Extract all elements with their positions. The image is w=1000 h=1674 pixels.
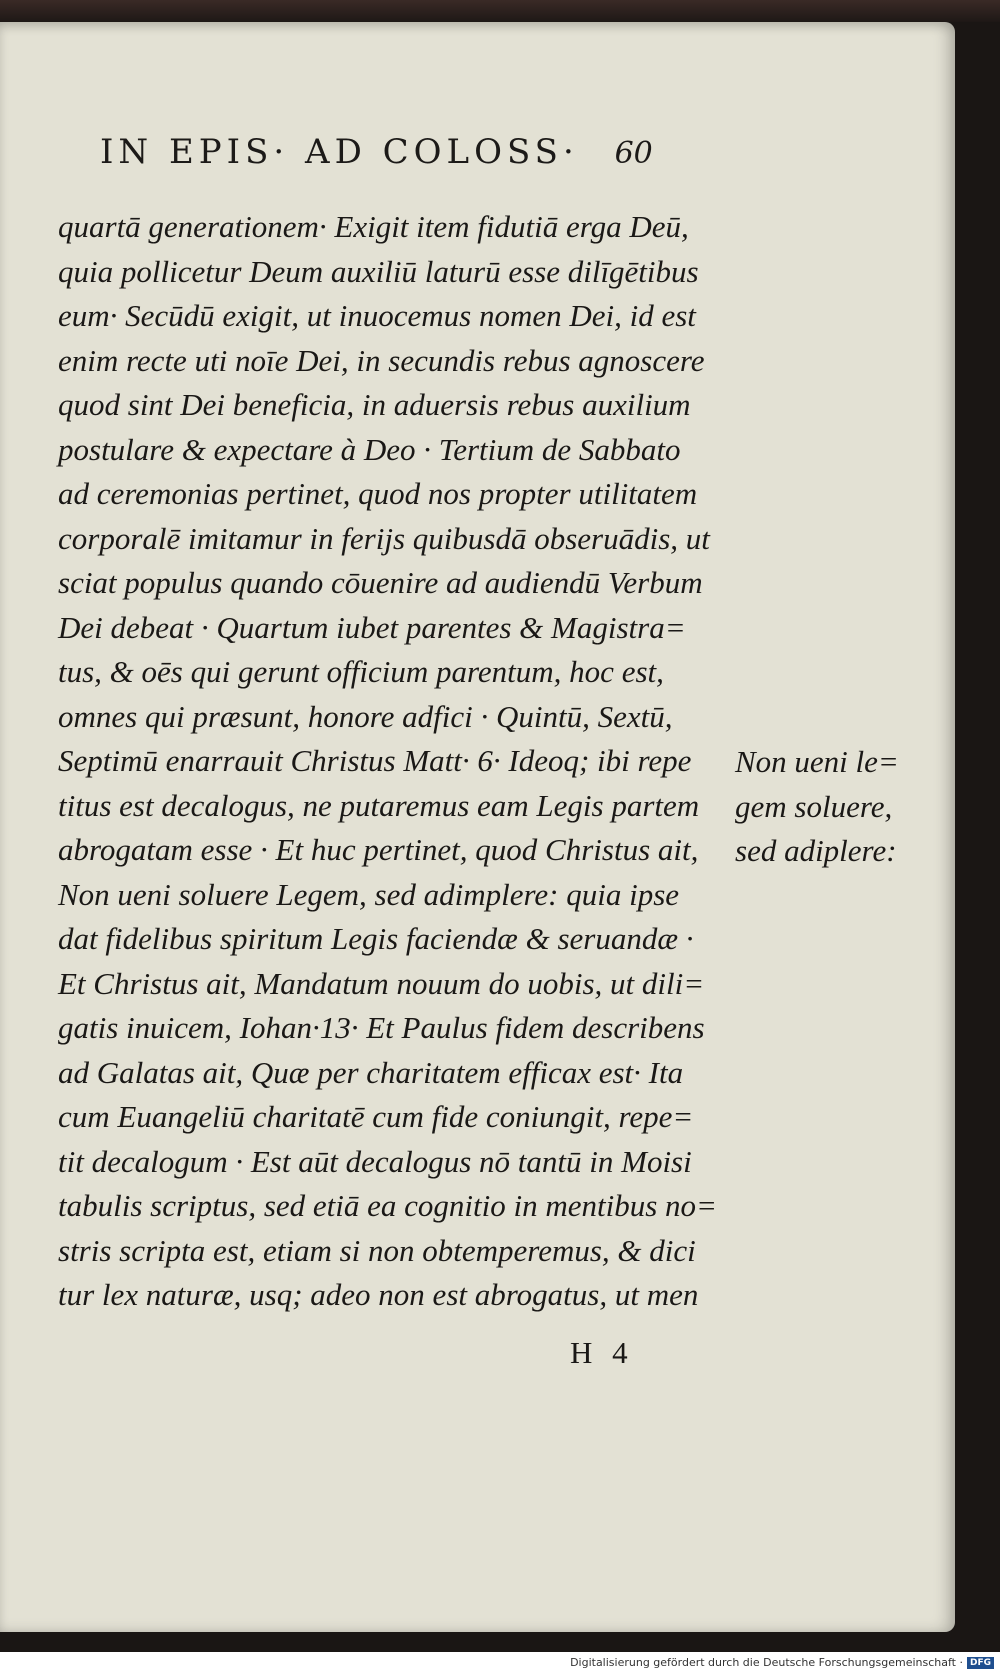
book-page — [0, 22, 955, 1632]
running-title: IN EPIS· AD COLOSS· — [100, 132, 579, 172]
marginal-line: gem soluere, — [735, 788, 893, 824]
text-line: Dei debeat · Quartum iubet parentes & Magistra= — [58, 609, 686, 645]
text-line: eum· Secūdū exigit, ut inuocemus nomen Dei, id est — [58, 298, 696, 333]
text-line: tur lex naturæ, usq; adeo non est abrogatus, ut men — [58, 1277, 699, 1312]
digitization-footer — [0, 1652, 1000, 1674]
text-line: dat fidelibus spiritum Legis faciendæ & seruandæ · — [58, 921, 694, 956]
text-line: sciat populus quando cōuenire ad audiendū Verbum — [58, 565, 703, 600]
folio-number: 60 — [614, 136, 653, 171]
marginal-line: Non ueni le= — [735, 744, 899, 779]
footer-credit: Digitalisierung gefördert durch die Deutsche Forschungsgemeinschaft · — [570, 1656, 963, 1669]
text-line: omnes qui præsunt, honore adfici · Quintū, Sextū, — [58, 698, 673, 734]
text-line: Septimū enarrauit Christus Matt· 6· Ideoq; ibi repe — [58, 743, 692, 778]
text-line: quod sint Dei beneficia, in aduersis rebus auxilium — [58, 387, 691, 422]
marginal-line: sed adiplere: — [735, 833, 897, 868]
marginal-note — [735, 740, 935, 874]
dfg-logo: DFG — [967, 1657, 994, 1669]
scan-edge — [0, 0, 1000, 22]
text-line: gatis inuicem, Iohan·13· Et Paulus fidem describens — [58, 1010, 705, 1045]
text-line: Non ueni soluere Legem, sed adimplere: quia ipse — [58, 876, 680, 912]
text-line: ad ceremonias pertinet, quod nos propter utilitatem — [58, 476, 698, 511]
text-line: stris scripta est, etiam si non obtemperemus, & dici — [58, 1232, 696, 1268]
body-text — [58, 205, 738, 1318]
text-line: abrogatam esse · Et huc pertinet, quod Christus ait, — [58, 832, 699, 867]
text-line: postulare & expectare à Deo · Tertium de Sabbato — [58, 431, 681, 467]
signature-mark: H 4 — [570, 1335, 634, 1370]
text-line: quia pollicetur Deum auxiliū laturū esse dilīgētibus — [58, 253, 699, 289]
text-line: titus est decalogus, ne putaremus eam Legis partem — [58, 787, 700, 823]
text-line: tus, & oēs qui gerunt officium parentum, hoc est, — [58, 654, 664, 689]
text-line: tabulis scriptus, sed etiā ea cognitio in mentibus no= — [58, 1188, 717, 1223]
text-line: corporalē imitamur in ferijs quibusdā obseruādis, ut — [58, 520, 710, 556]
text-line: Et Christus ait, Mandatum nouum do uobis, ut dili= — [58, 965, 705, 1001]
text-line: quartā generationem· Exigit item fidutiā erga Deū, — [58, 209, 689, 244]
running-header — [100, 132, 700, 192]
text-line: tit decalogum · Est aūt decalogus nō tantū in Moisi — [58, 1143, 692, 1179]
text-line: enim recte uti noīe Dei, in secundis rebus agnoscere — [58, 342, 705, 378]
text-line: ad Galatas ait, Quæ per charitatem efficax est· Ita — [58, 1054, 684, 1090]
text-line: cum Euangeliū charitatē cum fide coniungit, repe= — [58, 1099, 694, 1134]
